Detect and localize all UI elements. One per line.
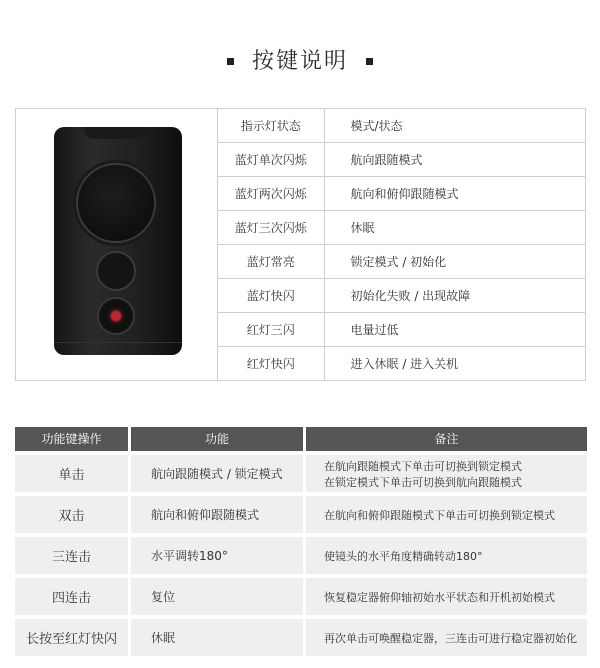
note-line: 恢复稳定器俯仰轴初始水平状态和开机初始模式 <box>324 590 555 604</box>
note-cell <box>306 578 587 615</box>
indicator-state: 蓝灯两次闪烁 <box>218 177 324 211</box>
note-line: 使镜头的水平角度精确转动180° <box>324 549 483 563</box>
record-button-icon <box>97 297 135 335</box>
table-row <box>15 619 128 656</box>
function-button-icon <box>96 251 136 291</box>
function-cell-wrap <box>131 496 303 533</box>
section-heading <box>0 40 600 84</box>
indicator-mode: 电量过低 <box>324 312 585 346</box>
note-cell <box>306 455 587 492</box>
header-note: 备注 <box>306 427 587 451</box>
indicator-mode: 航向跟随模式 <box>324 143 585 177</box>
table-row <box>218 143 585 177</box>
operation-cell: 长按至红灯快闪 <box>25 632 117 647</box>
header-indicator-state: 指示灯状态 <box>218 109 324 143</box>
function-cell: 复位 <box>151 590 176 604</box>
table-header-row <box>218 109 585 143</box>
function-cell: 航向跟随模式 / 锁定模式 <box>151 467 283 481</box>
operation-cell: 双击 <box>58 509 85 524</box>
indicator-state: 蓝灯单次闪烁 <box>218 143 324 177</box>
table-row <box>218 278 585 312</box>
page-title: 按键说明 <box>251 49 348 74</box>
operation-cell: 四连击 <box>51 591 91 606</box>
red-led-icon <box>111 311 121 321</box>
indicator-mode: 锁定模式 / 初始化 <box>324 245 585 279</box>
operation-cell: 三连击 <box>51 550 91 565</box>
bullet-right-icon <box>366 58 373 65</box>
table-row <box>218 245 585 279</box>
function-cell: 水平调转180° <box>151 549 228 563</box>
operation-cell: 单击 <box>58 468 85 483</box>
table-row <box>218 177 585 211</box>
function-cell-wrap <box>131 537 303 574</box>
indicator-state: 蓝灯快闪 <box>218 278 324 312</box>
indicator-state: 蓝灯三次闪烁 <box>218 211 324 245</box>
indicator-state: 红灯三闪 <box>218 312 324 346</box>
note-cell <box>306 537 587 574</box>
note-line: 在航向跟随模式下单击可切换到锁定模式 <box>324 459 522 473</box>
handle-seam <box>54 342 182 343</box>
indicator-state: 红灯快闪 <box>218 346 324 380</box>
header-mode-state: 模式/状态 <box>324 109 585 143</box>
table-row <box>218 312 585 346</box>
indicator-light-strip <box>84 127 146 139</box>
note-cell <box>306 496 587 533</box>
bullet-left-icon <box>227 58 234 65</box>
table-row <box>218 211 585 245</box>
table-row <box>15 537 128 574</box>
indicator-mode: 航向和俯仰跟随模式 <box>324 177 585 211</box>
function-cell: 航向和俯仰跟随模式 <box>151 508 260 522</box>
indicator-panel <box>15 108 586 381</box>
indicator-mode: 初始化失败 / 出现故障 <box>324 278 585 312</box>
table-row <box>218 346 585 380</box>
joystick-button-icon <box>76 163 156 243</box>
indicator-state: 蓝灯常亮 <box>218 245 324 279</box>
note-cell <box>306 619 587 656</box>
table-row <box>15 578 128 615</box>
function-cell-wrap <box>131 619 303 656</box>
indicator-mode: 休眠 <box>324 211 585 245</box>
gimbal-handle-image <box>54 127 182 355</box>
note-line: 在航向和俯仰跟随模式下单击可切换到锁定模式 <box>324 508 555 522</box>
indicator-table <box>218 109 585 380</box>
note-line: 再次单击可唤醒稳定器，三连击可进行稳定器初始化 <box>324 631 577 645</box>
function-cell: 休眠 <box>151 631 176 645</box>
table-row <box>15 496 128 533</box>
header-operation: 功能键操作 <box>15 427 128 451</box>
header-function: 功能 <box>131 427 303 451</box>
function-cell-wrap <box>131 578 303 615</box>
table-row <box>15 455 128 492</box>
note-line: 在锁定模式下单击可切换到航向跟随模式 <box>324 475 522 489</box>
device-photo <box>16 109 218 380</box>
function-cell-wrap <box>131 455 303 492</box>
indicator-mode: 进入休眠 / 进入关机 <box>350 356 459 371</box>
